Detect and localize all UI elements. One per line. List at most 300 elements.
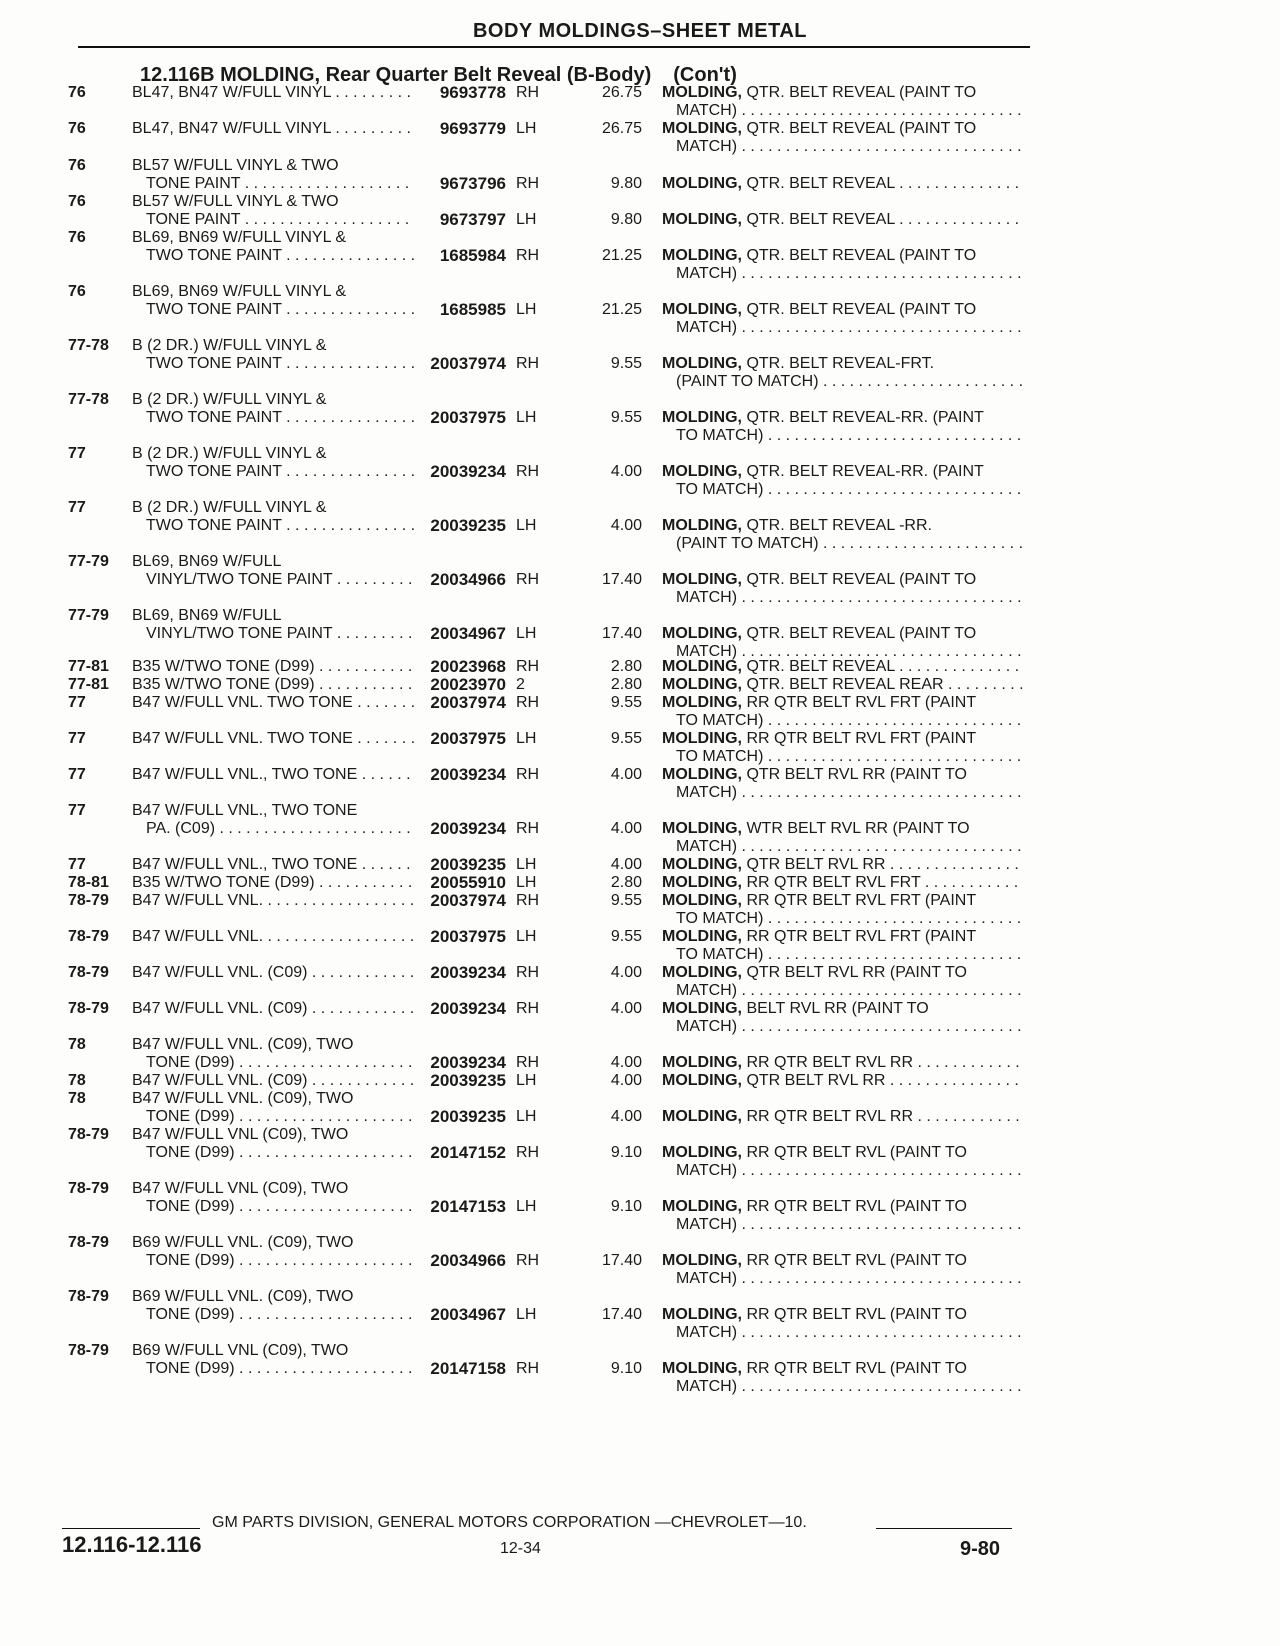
row-price: 9.80: [610, 175, 642, 192]
row-side: LH: [516, 1198, 537, 1215]
row-description-prefix: MOLDING,: [662, 1000, 742, 1017]
row-year: 78: [68, 1036, 86, 1053]
row-description: [662, 1252, 1024, 1288]
row-part-number: 20039234: [430, 462, 506, 481]
row-model-line: B (2 DR.) W/FULL VINYL &: [132, 499, 327, 516]
row-description: [662, 658, 1024, 676]
footer-date: 9-80: [960, 1538, 1001, 1560]
row-description-text: QTR. BELT REVEAL: [746, 658, 895, 675]
row-description-prefix: MOLDING,: [662, 409, 742, 426]
row-description-prefix: MOLDING,: [662, 120, 742, 137]
row-description-line: MATCH) . . .: [662, 102, 1024, 120]
row-side: LH: [516, 409, 537, 426]
row-description-prefix: MOLDING,: [662, 928, 742, 945]
row-year: 78-79: [68, 1288, 109, 1305]
row-model-line: TONE (D99) . . .: [132, 1360, 414, 1378]
row-model-line: B (2 DR.) W/FULL VINYL &: [132, 391, 327, 408]
row-description-text: QTR BELT RVL RR: [746, 1072, 886, 1089]
row-model-line: B35 W/TWO TONE (D99) . . .: [132, 874, 414, 892]
row-price: 2.80: [610, 874, 642, 891]
row-description-prefix: MOLDING,: [662, 1252, 742, 1269]
row-model: [132, 1036, 414, 1072]
row-side: LH: [516, 517, 537, 534]
row-model: [132, 283, 414, 319]
row-description-text: RR QTR BELT RVL (PAINT TO: [746, 1144, 967, 1161]
row-model-line: TONE (D99) . . .: [132, 1144, 414, 1162]
row-year: 78-79: [68, 1234, 109, 1251]
row-description-line: TO MATCH) . . .: [662, 427, 1024, 445]
row-side: RH: [516, 1054, 540, 1071]
row-description-prefix: MOLDING,: [662, 175, 742, 192]
row-description: [662, 928, 1024, 964]
row-model-line: BL69, BN69 W/FULL: [132, 553, 282, 570]
row-price: 4.00: [610, 517, 642, 534]
row-year: 77-79: [68, 553, 109, 570]
row-description-line: [662, 874, 1024, 892]
row-description: [662, 301, 1024, 337]
row-model: [132, 676, 414, 694]
row-model: [132, 499, 414, 535]
row-model: [132, 802, 414, 838]
row-model-line: B (2 DR.) W/FULL VINYL &: [132, 445, 327, 462]
row-model: [132, 874, 414, 892]
row-description-text: QTR BELT RVL RR (PAINT TO: [746, 766, 967, 783]
row-model: [132, 1072, 414, 1090]
row-model-line: B35 W/TWO TONE (D99) . . .: [132, 676, 414, 694]
row-year: 77-81: [68, 676, 109, 693]
row-description-line: [662, 820, 1024, 838]
row-model: [132, 1126, 414, 1162]
row-price: 9.80: [610, 211, 642, 228]
row-description-line: [662, 409, 1024, 427]
row-description-line: MATCH) . . .: [662, 982, 1024, 1000]
row-description: [662, 1054, 1024, 1072]
row-description-prefix: MOLDING,: [662, 694, 742, 711]
row-side: RH: [516, 820, 540, 837]
row-model: [132, 928, 414, 946]
row-model-line: TWO TONE PAINT . . .: [132, 247, 414, 265]
row-model-line: TONE PAINT . . .: [132, 175, 414, 193]
row-description: [662, 211, 1024, 229]
row-description-prefix: MOLDING,: [662, 964, 742, 981]
row-price: 4.00: [610, 1072, 642, 1089]
section-cont: (Con't): [673, 64, 737, 86]
row-model-line: VINYL/TWO TONE PAINT . . .: [132, 571, 414, 589]
row-description-prefix: MOLDING,: [662, 355, 742, 372]
row-model-line: TWO TONE PAINT . . .: [132, 355, 414, 373]
row-part-number: 20034966: [430, 1251, 506, 1270]
row-price: 17.40: [601, 625, 642, 642]
row-side: LH: [516, 928, 537, 945]
row-model: [132, 1090, 414, 1126]
row-description-prefix: MOLDING,: [662, 856, 742, 873]
row-description-text: QTR. BELT REVEAL (PAINT TO: [746, 84, 977, 101]
row-price: 9.55: [610, 892, 642, 909]
row-description-line: MATCH) . . .: [662, 265, 1024, 283]
row-description-line: TO MATCH) . . .: [662, 481, 1024, 499]
row-side: RH: [516, 84, 540, 101]
row-description: [662, 571, 1024, 607]
row-description-line: MATCH) . . .: [662, 319, 1024, 337]
row-description-line: [662, 1306, 1024, 1324]
row-model-line: BL47, BN47 W/FULL VINYL . . .: [132, 84, 414, 102]
row-price: 17.40: [601, 1252, 642, 1269]
row-price: 4.00: [610, 820, 642, 837]
row-price: 2.80: [610, 676, 642, 693]
row-description-text: RR QTR BELT RVL (PAINT TO: [746, 1306, 967, 1323]
row-part-number: 20055910: [430, 873, 506, 892]
row-description-text: RR QTR BELT RVL FRT (PAINT: [746, 892, 977, 909]
row-description-text: RR QTR BELT RVL RR: [746, 1108, 914, 1125]
row-model-line: B (2 DR.) W/FULL VINYL &: [132, 337, 327, 354]
row-model-line: TWO TONE PAINT . . .: [132, 301, 414, 319]
row-model: [132, 229, 414, 265]
row-year: 77: [68, 856, 86, 873]
row-description-text: QTR. BELT REVEAL (PAINT TO: [746, 571, 977, 588]
row-year: 78-79: [68, 928, 109, 945]
row-side: RH: [516, 175, 540, 192]
row-model-line: B47 W/FULL VNL., TWO TONE . . .: [132, 766, 414, 784]
row-model: [132, 1180, 414, 1216]
row-description-line: [662, 1000, 1024, 1018]
row-description-text: RR QTR BELT RVL (PAINT TO: [746, 1360, 967, 1377]
row-side: LH: [516, 1306, 537, 1323]
row-description-prefix: MOLDING,: [662, 84, 742, 101]
row-model-line: B47 W/FULL VNL. (C09), TWO: [132, 1090, 354, 1107]
row-model-line: TONE (D99) . . .: [132, 1306, 414, 1324]
row-model: [132, 658, 414, 676]
row-description: [662, 517, 1024, 553]
row-price: 21.25: [601, 247, 642, 264]
row-description-line: [662, 301, 1024, 319]
row-description: [662, 1000, 1024, 1036]
row-side: LH: [516, 211, 537, 228]
row-side: RH: [516, 892, 540, 909]
row-year: 78-79: [68, 892, 109, 909]
row-model: [132, 391, 414, 427]
row-model-line: TWO TONE PAINT . . .: [132, 517, 414, 535]
row-part-number: 20037975: [430, 408, 506, 427]
row-side: LH: [516, 1108, 537, 1125]
row-description-line: [662, 892, 1024, 910]
row-model-line: B47 W/FULL VNL (C09), TWO: [132, 1180, 349, 1197]
footer-rule-left: [62, 1528, 200, 1529]
row-part-number: 20034966: [430, 570, 506, 589]
row-side: RH: [516, 355, 540, 372]
footer-publisher: GM PARTS DIVISION, GENERAL MOTORS CORPORATION —CHEVROLET—10.: [212, 1514, 807, 1531]
row-description: [662, 247, 1024, 283]
row-description: [662, 1306, 1024, 1342]
row-description-prefix: MOLDING,: [662, 1054, 742, 1071]
row-description-prefix: MOLDING,: [662, 211, 742, 228]
row-price: 9.10: [610, 1144, 642, 1161]
row-part-number: 20039235: [430, 516, 506, 535]
row-side: RH: [516, 1252, 540, 1269]
row-description-line: [662, 1054, 1024, 1072]
row-side: RH: [516, 964, 540, 981]
row-model-line: B47 W/FULL VNL. (C09) . . .: [132, 1000, 414, 1018]
row-description-line: [662, 1144, 1024, 1162]
row-year: 76: [68, 84, 86, 101]
row-description-line: [662, 463, 1024, 481]
row-price: 9.55: [610, 730, 642, 747]
row-description: [662, 1108, 1024, 1126]
row-model-line: B47 W/FULL VNL. . . .: [132, 928, 414, 946]
row-model-line: B47 W/FULL VNL. . . .: [132, 892, 414, 910]
row-description: [662, 120, 1024, 156]
row-price: 4.00: [610, 766, 642, 783]
row-description: [662, 1144, 1024, 1180]
row-description: [662, 874, 1024, 892]
row-year: 78-79: [68, 964, 109, 981]
row-year: 77: [68, 730, 86, 747]
row-model-line: B69 W/FULL VNL. (C09), TWO: [132, 1234, 354, 1251]
row-model: [132, 892, 414, 910]
row-description-prefix: MOLDING,: [662, 874, 742, 891]
row-description-text: QTR. BELT REVEAL -RR.: [746, 517, 932, 534]
row-description-line: MATCH) . . .: [662, 1018, 1024, 1036]
row-model: [132, 964, 414, 982]
row-side: RH: [516, 766, 540, 783]
row-model: [132, 694, 414, 712]
row-description: [662, 409, 1024, 445]
row-description-line: MATCH) . . .: [662, 589, 1024, 607]
row-description-line: [662, 928, 1024, 946]
row-description-line: TO MATCH) . . .: [662, 712, 1024, 730]
footer-rule-right: [876, 1528, 1012, 1529]
row-model-line: TONE (D99) . . .: [132, 1198, 414, 1216]
section-title-text: 12.116B MOLDING, Rear Quarter Belt Reveal (B-Body): [140, 64, 652, 86]
page-header: BODY MOLDINGS–SHEET METAL: [472, 20, 807, 42]
row-side: RH: [516, 1000, 540, 1017]
row-description-line: [662, 120, 1024, 138]
row-description-prefix: MOLDING,: [662, 820, 742, 837]
row-description-text: QTR. BELT REVEAL-RR. (PAINT: [746, 409, 984, 426]
row-price: 9.10: [610, 1198, 642, 1215]
row-description-line: (PAINT TO MATCH) . . .: [662, 373, 1024, 391]
row-side: LH: [516, 1072, 537, 1089]
row-side: LH: [516, 625, 537, 642]
row-part-number: 20039234: [430, 999, 506, 1018]
row-description-text: QTR. BELT REVEAL-RR. (PAINT: [746, 463, 984, 480]
row-description-text: RR QTR BELT RVL (PAINT TO: [746, 1252, 967, 1269]
row-model: [132, 84, 414, 102]
row-model: [132, 1342, 414, 1378]
row-description-prefix: MOLDING,: [662, 301, 742, 318]
row-description-line: [662, 175, 1024, 193]
row-price: 4.00: [610, 856, 642, 873]
row-description-line: [662, 964, 1024, 982]
row-year: 77-78: [68, 391, 109, 408]
row-description-text: QTR. BELT REVEAL: [746, 175, 895, 192]
row-description-line: [662, 1360, 1024, 1378]
row-model: [132, 193, 414, 229]
row-description-prefix: MOLDING,: [662, 676, 742, 693]
row-part-number: 20039235: [430, 1071, 506, 1090]
row-part-number: 20147153: [430, 1197, 506, 1216]
row-model: [132, 337, 414, 373]
row-model-line: BL69, BN69 W/FULL VINYL &: [132, 283, 347, 300]
row-side: RH: [516, 571, 540, 588]
row-year: 78-79: [68, 1000, 109, 1017]
row-price: 4.00: [610, 463, 642, 480]
row-part-number: 9693778: [439, 83, 506, 102]
row-description-text: QTR. BELT REVEAL (PAINT TO: [746, 247, 977, 264]
row-description: [662, 730, 1024, 766]
row-description-text: RR QTR BELT RVL (PAINT TO: [746, 1198, 967, 1215]
row-price: 26.75: [601, 84, 642, 101]
row-description-line: [662, 658, 1024, 676]
row-description: [662, 1198, 1024, 1234]
row-description-line: [662, 1198, 1024, 1216]
row-description: [662, 856, 1024, 874]
row-description-prefix: MOLDING,: [662, 463, 742, 480]
row-description: [662, 625, 1024, 661]
row-description-text: QTR. BELT REVEAL: [746, 211, 895, 228]
row-description-line: [662, 355, 1024, 373]
row-model-line: BL69, BN69 W/FULL: [132, 607, 282, 624]
row-description-line: [662, 571, 1024, 589]
row-description-prefix: MOLDING,: [662, 1306, 742, 1323]
row-description-prefix: MOLDING,: [662, 658, 742, 675]
row-description-text: RR QTR BELT RVL FRT (PAINT: [746, 928, 977, 945]
row-description: [662, 1072, 1024, 1090]
row-side: 2: [516, 676, 525, 693]
row-description-prefix: MOLDING,: [662, 1360, 742, 1377]
row-description-line: MATCH) . . .: [662, 1378, 1024, 1396]
row-model-line: TWO TONE PAINT . . .: [132, 409, 414, 427]
row-description-prefix: MOLDING,: [662, 766, 742, 783]
row-part-number: 20039234: [430, 819, 506, 838]
row-description-line: [662, 856, 1024, 874]
row-model: [132, 553, 414, 589]
row-side: LH: [516, 120, 537, 137]
row-description-line: TO MATCH) . . .: [662, 946, 1024, 964]
row-year: 78: [68, 1090, 86, 1107]
row-description-prefix: MOLDING,: [662, 1198, 742, 1215]
row-year: 77: [68, 445, 86, 462]
row-description-prefix: MOLDING,: [662, 625, 742, 642]
row-part-number: 20037974: [430, 693, 506, 712]
row-description-line: [662, 247, 1024, 265]
row-side: RH: [516, 694, 540, 711]
row-description: [662, 694, 1024, 730]
row-description-prefix: MOLDING,: [662, 1072, 742, 1089]
row-price: 9.10: [610, 1360, 642, 1377]
row-part-number: 20037975: [430, 729, 506, 748]
row-part-number: 20039234: [430, 765, 506, 784]
row-description-text: QTR. BELT REVEAL (PAINT TO: [746, 625, 977, 642]
row-description: [662, 964, 1024, 1000]
row-price: 9.55: [610, 409, 642, 426]
row-description-line: [662, 730, 1024, 748]
row-part-number: 20039235: [430, 1107, 506, 1126]
row-side: LH: [516, 856, 537, 873]
row-year: 78-79: [68, 1180, 109, 1197]
row-part-number: 20023968: [430, 657, 506, 676]
row-model-line: B69 W/FULL VNL (C09), TWO: [132, 1342, 349, 1359]
row-description-text: QTR. BELT REVEAL (PAINT TO: [746, 301, 977, 318]
row-description-line: [662, 625, 1024, 643]
row-price: 9.55: [610, 928, 642, 945]
row-description-prefix: MOLDING,: [662, 517, 742, 534]
row-description-prefix: MOLDING,: [662, 247, 742, 264]
row-year: 77: [68, 499, 86, 516]
row-description-text: QTR. BELT REVEAL (PAINT TO: [746, 120, 977, 137]
row-year: 76: [68, 283, 86, 300]
row-year: 77-79: [68, 607, 109, 624]
row-description-line: [662, 84, 1024, 102]
row-model-line: B35 W/TWO TONE (D99) . . .: [132, 658, 414, 676]
row-year: 78-79: [68, 1342, 109, 1359]
row-model-line: BL47, BN47 W/FULL VINYL . . .: [132, 120, 414, 138]
row-description: [662, 84, 1024, 120]
row-part-number: 20039235: [430, 855, 506, 874]
row-description: [662, 676, 1024, 694]
row-description-text: QTR BELT RVL RR (PAINT TO: [746, 964, 967, 981]
row-model: [132, 1288, 414, 1324]
row-model-line: B47 W/FULL VNL. (C09) . . .: [132, 964, 414, 982]
row-description-text: QTR. BELT REVEAL-FRT.: [746, 355, 935, 372]
row-year: 77: [68, 802, 86, 819]
row-description-text: RR QTR BELT RVL FRT (PAINT: [746, 730, 977, 747]
row-price: 4.00: [610, 1108, 642, 1125]
row-year: 77: [68, 766, 86, 783]
row-year: 76: [68, 193, 86, 210]
row-price: 4.00: [610, 1054, 642, 1071]
row-description-text: RR QTR BELT RVL FRT: [746, 874, 921, 891]
row-part-number: 9673796: [439, 174, 506, 193]
row-part-number: 20037975: [430, 927, 506, 946]
row-side: RH: [516, 1144, 540, 1161]
row-part-number: 20034967: [430, 1305, 506, 1324]
row-part-number: 20039234: [430, 963, 506, 982]
row-price: 9.55: [610, 694, 642, 711]
row-description-line: MATCH) . . .: [662, 643, 1024, 661]
row-side: RH: [516, 463, 540, 480]
row-side: LH: [516, 874, 537, 891]
row-part-number: 20039234: [430, 1053, 506, 1072]
row-description: [662, 175, 1024, 193]
row-model-line: B47 W/FULL VNL. (C09) . . .: [132, 1072, 414, 1090]
row-description-prefix: MOLDING,: [662, 571, 742, 588]
row-price: 4.00: [610, 964, 642, 981]
row-description-text: WTR BELT RVL RR (PAINT TO: [746, 820, 970, 837]
row-price: 9.55: [610, 355, 642, 372]
row-model: [132, 730, 414, 748]
row-price: 21.25: [601, 301, 642, 318]
row-model-line: B47 W/FULL VNL., TWO TONE . . .: [132, 856, 414, 874]
row-model-line: B69 W/FULL VNL. (C09), TWO: [132, 1288, 354, 1305]
row-description-line: [662, 694, 1024, 712]
row-side: LH: [516, 730, 537, 747]
row-side: RH: [516, 658, 540, 675]
row-price: 4.00: [610, 1000, 642, 1017]
row-description: [662, 766, 1024, 802]
row-description: [662, 463, 1024, 499]
row-description-prefix: MOLDING,: [662, 1108, 742, 1125]
row-model: [132, 856, 414, 874]
row-price: 17.40: [601, 571, 642, 588]
row-model-line: BL57 W/FULL VINYL & TWO: [132, 157, 339, 174]
row-model: [132, 1234, 414, 1270]
row-year: 78: [68, 1072, 86, 1089]
row-model-line: B47 W/FULL VNL. TWO TONE . . .: [132, 694, 414, 712]
row-year: 76: [68, 229, 86, 246]
row-description-line: MATCH) . . .: [662, 784, 1024, 802]
row-description-line: [662, 1108, 1024, 1126]
row-part-number: 20037974: [430, 891, 506, 910]
